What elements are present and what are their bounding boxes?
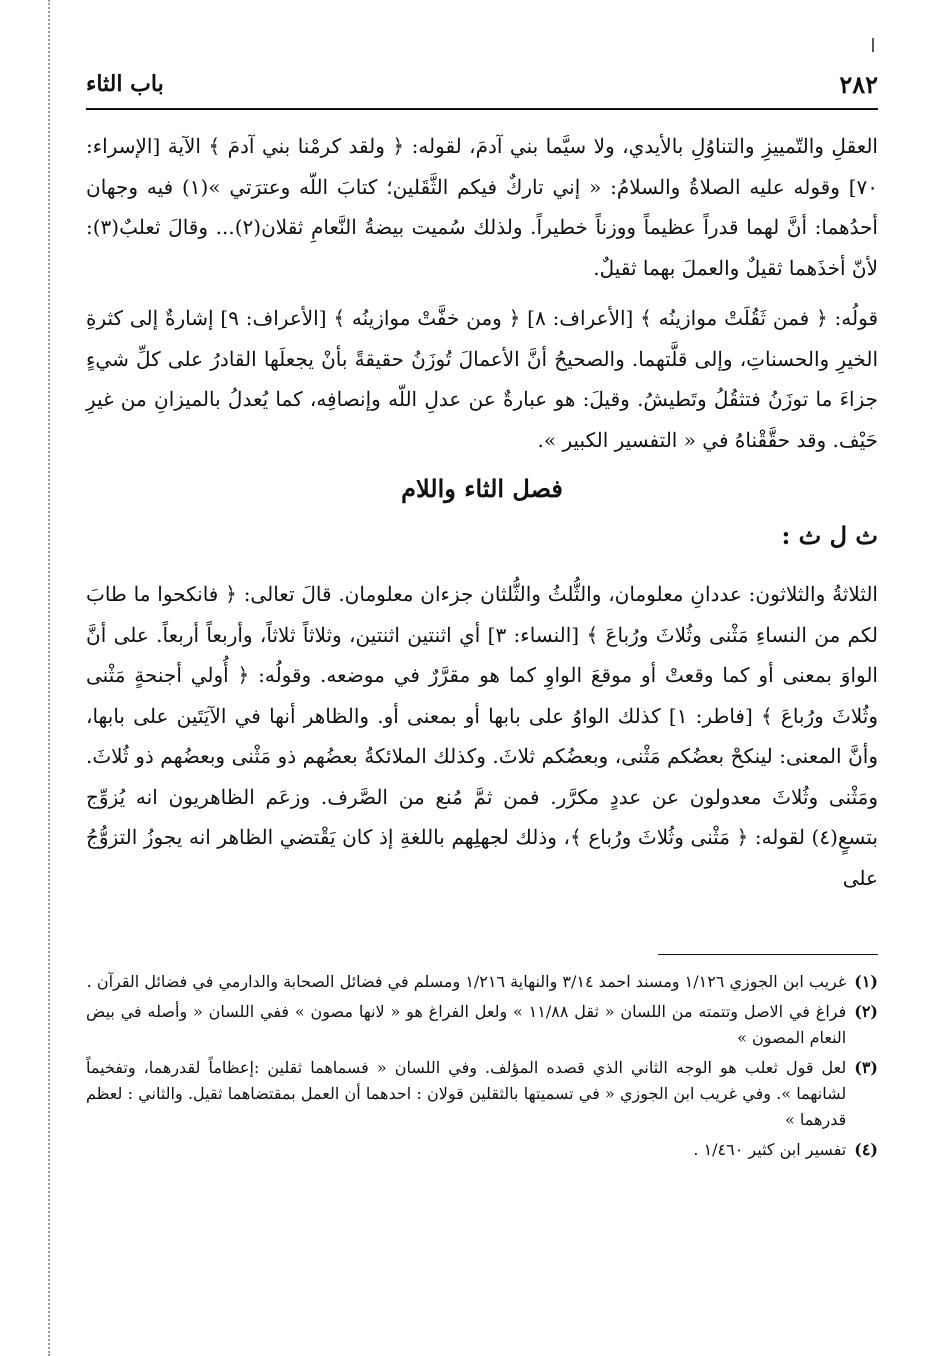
- book-page: [86, 68, 878, 1328]
- footnote-number: (٢): [854, 1002, 878, 1021]
- footnote: [86, 999, 878, 1051]
- main-text: [86, 574, 878, 898]
- footnote-number: (١): [854, 972, 878, 991]
- footnote-number: (٤): [854, 1140, 878, 1159]
- footnote-text: لعل قول ثعلب هو الوجه الثاني الذي قصده المؤلف. وفي اللسان « فسماهما ثقلين :إعظاماً لقدرهما، وتفخيماً لشانهما ». وفي غريب ابن الجوزي « في تسميتها بالثقلين قولان : احدهما أن العمل بمقتضاهما ثقيل. والثاني : لعظم قدرهما »: [86, 1058, 847, 1129]
- footnote-number: (٣): [854, 1058, 878, 1077]
- scan-edge-mark: [872, 38, 874, 52]
- margin-dotted-line: [48, 0, 50, 1356]
- intro-text: [86, 126, 878, 460]
- footnote-text: فراغ في الاصل وتتمته من اللسان « ثقل ١١/٨٨ » ولعل الفراغ هو « لانها مصون » ففي اللسان « وأصله في بيض النعام المصون »: [86, 1002, 847, 1047]
- footnotes: [86, 969, 878, 1163]
- paragraph: قولُه: ﴿ فمن ثَقُلَتْ موازينُه ﴾ [الأعراف: ٨] ﴿ ومن خفَّتْ موازينُه ﴾ [الأعراف: ٩] إشارةٌ إلى كثرةِ الخيرِ والحسناتِ، وإلى قلَّتهما. والصحيحُ أنَّ الأعمالَ تُوزَنُ حقيقةً بأنْ يجعلَها القادرُ على كلِّ شيءٍ جزاءَ ما توزَنُ فتثقُلُ وتَطيشُ. وقيلَ: هو عبارةٌ عن عدلِ اللّه وإنصافِه، كما يُعدلُ بالميزانِ من غيرِ حَيْف. وقد حقَّقْناهُ في « التفسير الكبير ».: [86, 306, 879, 452]
- page-number: ٢٨٢: [839, 69, 878, 99]
- footnote-text: غريب ابن الجوزي ١/١٢٦ ومسند احمد ٣/١٤ والنهاية ١/٢١٦ ومسلم في فضائل الصحابة والدارمي في فضائل القرآن .: [86, 972, 847, 991]
- root-heading: ث ل ث :: [781, 521, 878, 550]
- footnote-separator: [658, 954, 878, 955]
- footnote: [86, 969, 878, 995]
- footnote: [86, 1055, 878, 1133]
- paragraph: الثلاثةُ والثلاثون: عددانِ معلومان، والثُّلثُ والثُّلثان جزءان معلومان. قالَ تعالى: ﴿ فانكحوا ما طابَ لكم من النساءِ مَثْنى وثُلاثَ ورُباعَ ﴾ [النساء: ٣] أي اثنتين اثنتين، وثلاثاً ثلاثاً، وأربعاً أربعاً. على أنَّ الواوَ بمعنى أو كما وقعتْ أو موقعَ الواوِ كما هو مقرَّرٌ في موضعه. وقولُه: ﴿ أُولي أجنحةٍ مَثْنى وثُلاثَ ورُباعَ ﴾ [فاطر: ١] كذلك الواوُ على بابها أو بمعنى أو. والظاهر أنها في الآيَتَين على بابها، وأنَّ المعنى: لينكحْ بعضُكم مَثْنى، وبعضُكم ثلاثَ. وكذلك الملائكةُ بعضُهم ذو مَثْنى وبعضُهم ذو ثُلاثَ. ومَثْنى وثُلاثَ معدولون عن عددٍ مكرَّر. فمن ثمَّ مُنع من الصَّرف. وزعَم الظاهريون انه يُزوِّج بتسعٍ(٤) لقوله: ﴿ مَثْنى وثُلاثَ ورُباع ﴾، وذلك لجهلِهم باللغةِ إذ كان يَقْتضي الظاهر انه يجوزُ التزوُّجُ على: [86, 582, 879, 890]
- header-rule: [86, 108, 878, 110]
- section-title: فصل الثاء واللام: [401, 474, 563, 503]
- paragraph: العقلِ والتّمييزِ والتناوُلِ بالأيدي، ولا سيَّما بني آدمَ، لقوله: ﴿ ولقد كرمْنا بني آدمَ ﴾ الآية [الإسراء: ٧٠] وقوله عليه الصلاةُ والسلامُ: « إني تاركٌ فيكم الثَّقَلين؛ كتابَ اللّه وعترَتي »(١) فيه وجهان أحدُهما: أنَّ لهما قدراً عظيماً ووزناً خطيراً. ولذلك سُميت بيضةُ النَّعامِ ثقلان(٢)... وقالَ ثعلبٌ(٣): لأنّ أخذَهما ثقيلٌ والعملَ بهما ثقيلٌ.: [86, 134, 878, 280]
- footnote: [86, 1137, 878, 1163]
- footnote-text: تفسير ابن كثير ١/٤٦٠ .: [693, 1140, 847, 1159]
- running-header: [86, 68, 878, 100]
- chapter-title: باب الثاء: [86, 71, 164, 97]
